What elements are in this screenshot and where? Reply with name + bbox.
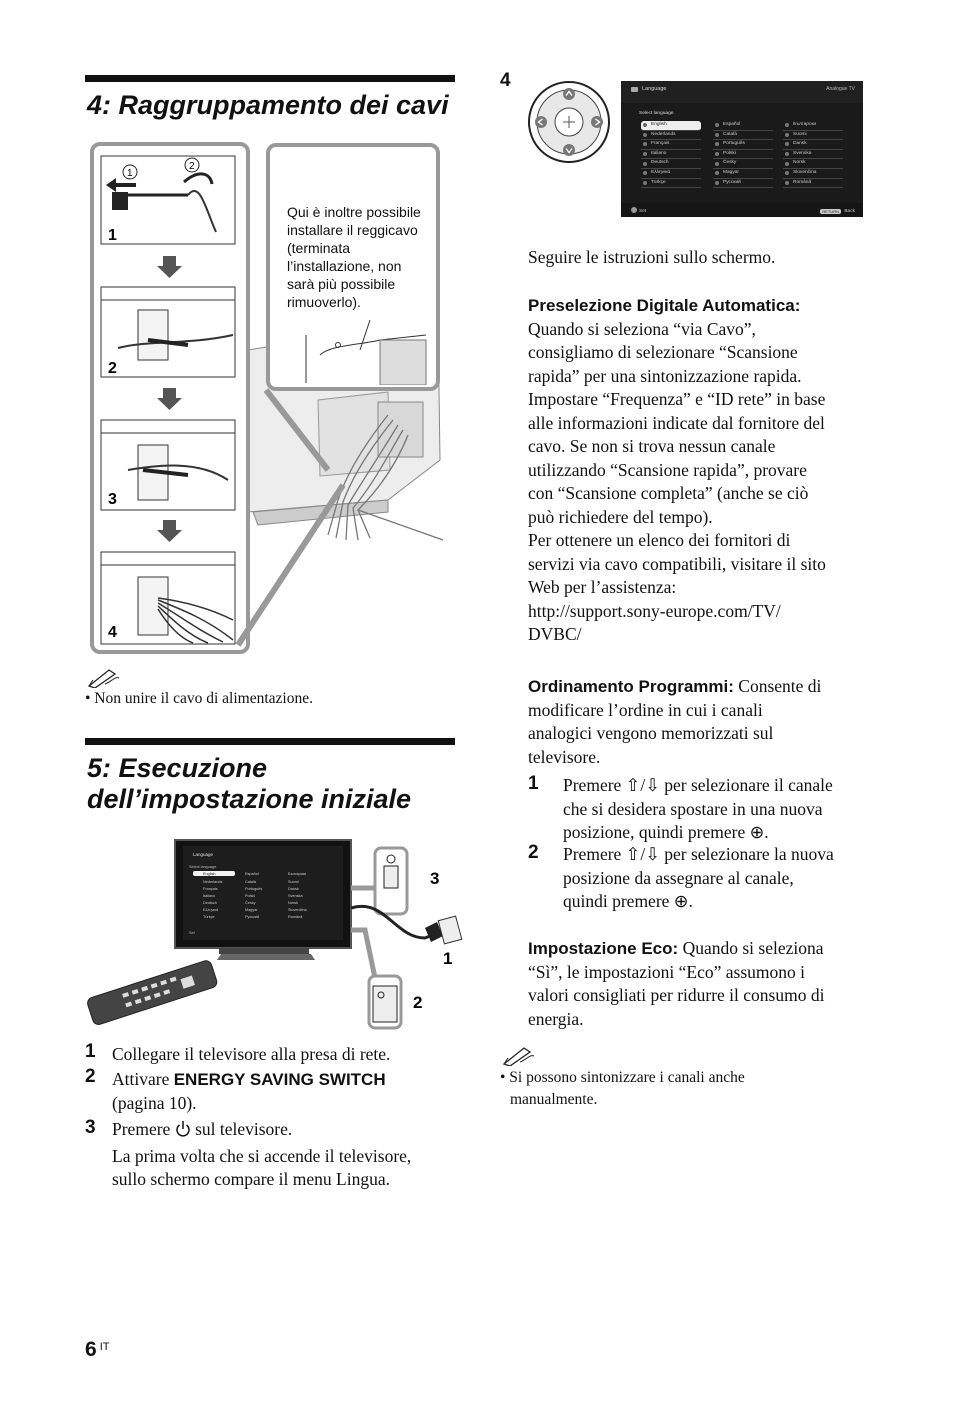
radio-dot-icon: [715, 171, 719, 175]
svg-text:1: 1: [127, 168, 133, 179]
eco-body: [528, 961, 888, 1032]
callout-detail: [300, 315, 430, 385]
language-screen: [621, 81, 863, 217]
order-body-line: televisore.: [528, 746, 601, 767]
digital-body: [528, 318, 878, 647]
screen-header-right: Analogue TV: [826, 86, 855, 92]
radio-dot-icon: [643, 152, 647, 156]
right-step-4-num: 4: [500, 70, 511, 91]
svg-text:1: 1: [443, 949, 453, 968]
order-step-2-text: [563, 843, 834, 914]
order-step-2-num: 2: [528, 842, 539, 863]
svg-text:English: English: [203, 872, 216, 876]
svg-text:Select language.: Select language.: [189, 865, 218, 869]
svg-text:Set: Set: [189, 931, 195, 935]
eco-heading: Impostazione Eco:: [528, 939, 679, 958]
svg-text:4: 4: [108, 624, 117, 641]
svg-text:2: 2: [189, 161, 195, 172]
order-step-1-num: 1: [528, 773, 539, 794]
page-number: 6 $^{IT}$: [85, 1338, 110, 1361]
svg-text:Česky: Česky: [245, 901, 256, 905]
radio-dot-icon: [643, 123, 647, 127]
radio-dot-icon: [643, 181, 647, 185]
svg-text:Español: Español: [245, 872, 259, 876]
language-option: Svenska: [783, 150, 843, 160]
order-step-1-text: [563, 774, 833, 845]
digital-body-line: consigliamo di selezionare “Scansione: [528, 342, 798, 362]
digital-body-line: può richiedere del tempo).: [528, 506, 713, 527]
language-col-2: [713, 121, 773, 188]
digital-heading: Preselezione Digitale Automatica:: [528, 296, 801, 315]
language-option: Català: [713, 131, 773, 141]
language-option: Română: [783, 179, 843, 189]
screen-select-label: Select language.: [639, 111, 675, 116]
order-step-line: Premere ⇧/⇩ per selezionare la nuova: [563, 844, 834, 864]
svg-text:Suomi: Suomi: [288, 880, 299, 884]
language-option: Magyar: [713, 169, 773, 179]
digital-body-line: utilizzando “Scansione rapida”, provare: [528, 459, 807, 480]
eco-body-line: valori consigliati per ridurre il consumo di: [528, 985, 825, 1005]
svg-text:Português: Português: [245, 887, 263, 891]
section-rule-2: [85, 738, 455, 745]
section-title: 4: Raggruppamento dei cavi: [87, 90, 449, 120]
language-option: Česky: [713, 159, 773, 169]
eco-section: Impostazione Eco: Quando si seleziona “Sì”, le impostazioni “Eco” assumono i valori consigliati per ridurre il consumo di energia.: [528, 937, 888, 1031]
svg-text:Italiano: Italiano: [203, 894, 216, 898]
radio-dot-icon: [715, 123, 719, 127]
order-step-line: Premere ⇧/⇩ per selezionare il canale: [563, 775, 833, 795]
follow-instructions: Seguire le istruzioni sullo schermo.: [528, 247, 776, 267]
radio-dot-icon: [643, 171, 647, 175]
order-step-line: posizione da assegnare al canale,: [563, 867, 794, 888]
language-option: Italiano: [641, 150, 701, 160]
radio-dot-icon: [785, 133, 789, 137]
language-option: Suomi: [783, 131, 843, 141]
callout-text: Qui è inoltre possibile installare il reggicavo (terminata l’installazione, non sarà più possibile rimuoverlo).: [287, 204, 421, 310]
language-option: Ελληνικά: [641, 169, 701, 179]
svg-text:Română: Română: [288, 915, 303, 919]
note-icon: [87, 666, 121, 688]
digital-body-line: Web per l’assistenza:: [528, 577, 677, 597]
tv-setup-figure: [85, 838, 465, 1038]
radio-dot-icon: [715, 181, 719, 185]
section-title-2a: 5: Esecuzione: [87, 753, 268, 783]
eco-body-line: “Sì”, le impostazioni “Eco” assumono i: [528, 961, 806, 982]
section-rule: [85, 75, 455, 82]
order-section: Ordinamento Programmi: Consente di modificare l’ordine in cui i canali analogici vengono memorizzati sul televisore.: [528, 675, 888, 769]
radio-dot-icon: [785, 152, 789, 156]
svg-text:Nederlands: Nederlands: [203, 880, 223, 884]
order-heading: Ordinamento Programmi:: [528, 677, 734, 696]
svg-text:Slovenčina: Slovenčina: [288, 908, 307, 912]
language-option: Français: [641, 140, 701, 150]
language-option: Български: [783, 121, 843, 131]
svg-text:Deutsch: Deutsch: [203, 901, 217, 905]
svg-text:Català: Català: [245, 880, 256, 884]
language-option: Русский: [713, 179, 773, 189]
svg-text:Français: Français: [203, 887, 218, 891]
step-2-num: 2: [85, 1066, 96, 1087]
svg-text:Türkçe: Türkçe: [203, 915, 215, 919]
language-option: Dansk: [783, 140, 843, 150]
eco-body-line: energia.: [528, 1008, 584, 1029]
order-step-line: che si desidera spostare in una nuova: [563, 798, 823, 819]
radio-dot-icon: [785, 171, 789, 175]
screen-footer-set: Set: [639, 209, 647, 214]
language-option: Türkçe: [641, 179, 701, 189]
svg-text:3: 3: [430, 869, 440, 888]
radio-dot-icon: [785, 162, 789, 166]
language-option: Polski: [713, 150, 773, 160]
callout-box: [266, 143, 440, 391]
order-body-line: modificare l’ordine in cui i canali: [528, 699, 763, 720]
note-text-2: • Si possono sintonizzare i canali anche manualmente.: [500, 1069, 745, 1108]
radio-dot-icon: [643, 162, 647, 166]
radio-dot-icon: [715, 152, 719, 156]
svg-text:Language: Language: [193, 852, 214, 857]
svg-text:Norsk: Norsk: [288, 901, 298, 905]
power-icon: [175, 1120, 191, 1145]
step-3-num: 3: [85, 1117, 96, 1138]
language-option: Español: [713, 121, 773, 131]
language-option: Português: [713, 140, 773, 150]
digital-body-line: DVBC/: [528, 624, 582, 644]
order-body: [528, 699, 888, 770]
language-option: English: [641, 121, 701, 131]
svg-text:Magyar: Magyar: [245, 908, 258, 912]
svg-text:Русский: Русский: [245, 915, 260, 919]
digital-section: [528, 294, 878, 647]
svg-text:Dansk: Dansk: [288, 887, 299, 891]
step-1-num: 1: [85, 1041, 96, 1062]
step-2-text: Attivare ENERGY SAVING SWITCH (pagina 10).: [112, 1069, 386, 1113]
radio-dot-icon: [643, 142, 647, 146]
radio-dot-icon: [715, 133, 719, 137]
svg-text:Polski: Polski: [245, 894, 256, 898]
language-col-3: [783, 121, 843, 188]
svg-text:3: 3: [108, 491, 117, 508]
radio-dot-icon: [643, 133, 647, 137]
digital-body-line: cavo. Se non si trova nessun canale: [528, 436, 776, 456]
digital-body-line: Impostare “Frequenza” e “ID rete” in base: [528, 389, 826, 409]
language-option: Slovenčina: [783, 169, 843, 179]
radio-dot-icon: [785, 123, 789, 127]
note-text: • Non unire il cavo di alimentazione.: [85, 690, 313, 707]
svg-text:Svenska: Svenska: [288, 894, 303, 898]
svg-text:2: 2: [413, 993, 423, 1012]
digital-body-line: servizi via cavo compatibili, visitare il sito: [528, 553, 826, 574]
screen-header: Language: [642, 86, 667, 92]
section-title-2b: dell’impostazione iniziale: [87, 784, 412, 814]
svg-text:1: 1: [108, 227, 117, 244]
step-1-text: Collegare il televisore alla presa di rete.: [112, 1044, 391, 1064]
digital-body-line: http://support.sony-europe.com/TV/: [528, 600, 781, 621]
order-body-line: analogici vengono memorizzati sul: [528, 723, 774, 743]
digital-body-line: Quando si seleziona “via Cavo”,: [528, 318, 756, 339]
digital-body-line: con “Scansione completa” (anche se ciò: [528, 483, 809, 503]
language-col-1: [641, 121, 701, 188]
radio-dot-icon: [785, 142, 789, 146]
radio-dot-icon: [715, 142, 719, 146]
screen-footer-return: RETURN: [822, 209, 839, 214]
language-option: Norsk: [783, 159, 843, 169]
language-option: Deutsch: [641, 159, 701, 169]
dpad-icon: [526, 80, 612, 164]
step-3-text: Premere sul televisore. La prima volta che si accende il televisore, sullo schermo compare il menu Lingua.: [112, 1119, 412, 1189]
order-step-line: posizione, quindi premere ⊕.: [563, 822, 769, 842]
radio-dot-icon: [785, 181, 789, 185]
digital-body-line: rapida” per una sintonizzazione rapida.: [528, 365, 802, 386]
order-step-line: quindi premere ⊕.: [563, 891, 693, 911]
radio-dot-icon: [715, 162, 719, 166]
digital-body-line: Per ottenere un elenco dei fornitori di: [528, 530, 791, 550]
svg-text:Български: Български: [288, 872, 307, 876]
svg-text:2: 2: [108, 360, 117, 377]
note-icon-2: [502, 1044, 536, 1066]
language-option: Nederlands: [641, 131, 701, 141]
svg-text:Ελληνικά: Ελληνικά: [203, 908, 219, 912]
screen-footer-back: Back: [844, 209, 855, 214]
digital-body-line: alle informazioni indicate dal fornitore del: [528, 412, 825, 433]
